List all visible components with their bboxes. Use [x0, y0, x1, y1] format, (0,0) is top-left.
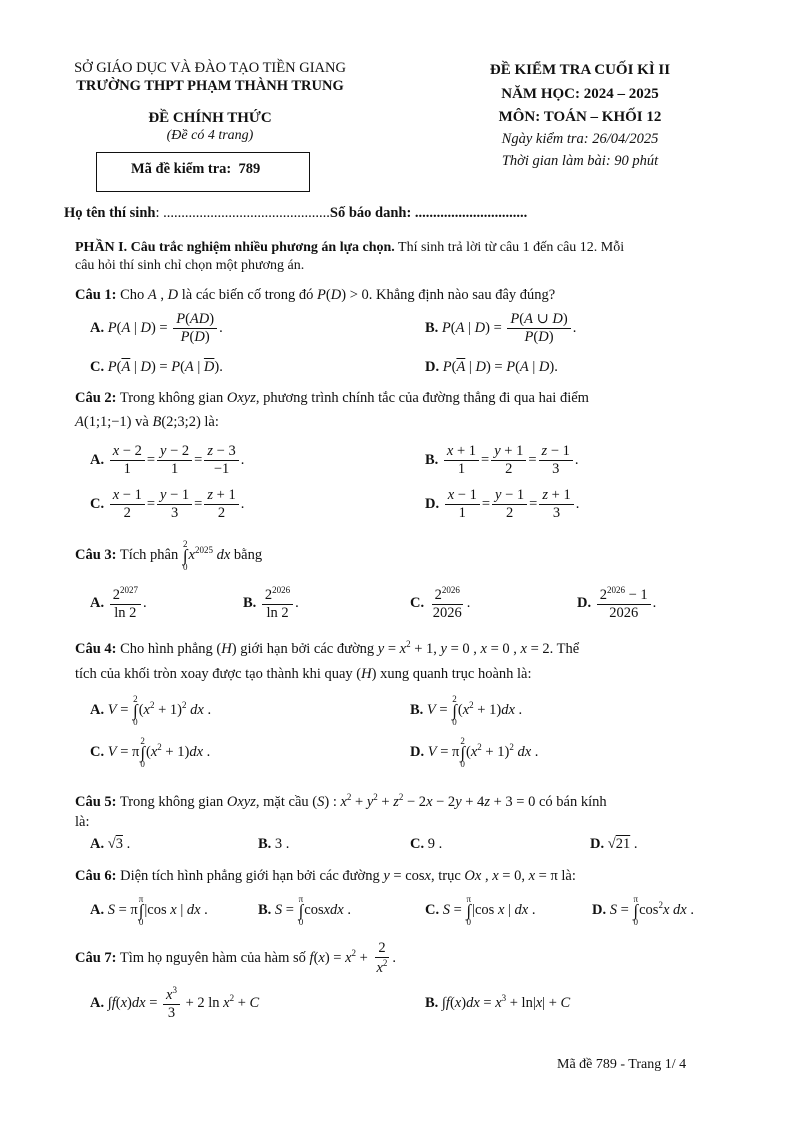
- q5-option-c[interactable]: C. 9 .: [410, 836, 443, 852]
- q6-option-b[interactable]: B. S = π ∫ 0 cosxdx .: [258, 894, 351, 928]
- q4-option-b[interactable]: B. V = 2 ∫ 0 $(x^2 + 1)dx$ .: [410, 694, 523, 728]
- q4-text-b: giới hạn bởi các đường: [236, 640, 378, 657]
- q4-option-a[interactable]: A. V = 2 ∫ 0 $(x^2 + 1)^2$ dx .: [90, 694, 212, 728]
- q3-option-a[interactable]: A. $\frac{2^{2027}}{\ln 2}$ .: [90, 585, 147, 621]
- q7-option-a[interactable]: A. ∫f(x)dx = $\frac{x^3}{3}$ + 2 $\ln x^2 + C$: [90, 985, 260, 1021]
- question-4: Câu 4: Cho hình phẳng (H) giới hạn bởi các đường $y = x^2 + 1$, y = 0 , x = 0 , x = 2. Thể: [75, 639, 580, 657]
- q2-text-b: , phương trình chính tắc của đường thẳng đi qua hai điểm: [255, 390, 589, 406]
- duration: Thời gian làm bài: 90 phút: [501, 153, 659, 169]
- q3-option-b[interactable]: B. $\frac{2^{2026}}{\ln 2}$ .: [243, 585, 299, 621]
- q1-option-c[interactable]: C. $P(\overline{A}$ | D) = P(A | $\overline{D}$).: [90, 359, 223, 375]
- q4-text-c: . Thể: [549, 640, 580, 657]
- q2-text-c: và: [131, 414, 153, 430]
- q7-text-a: Tìm họ nguyên hàm của hàm số: [116, 949, 310, 966]
- page-footer: Mã đề 789 - Trang 1/ 4: [557, 1057, 687, 1072]
- question-3: Câu 3: Tích phân 2 ∫ 0 $x^{2025}$ dx bằng: [75, 539, 263, 573]
- exam-title: ĐỀ KIỂM TRA CUỐI KÌ II: [489, 62, 671, 78]
- subject: MÔN: TOÁN – KHỐI 12: [498, 109, 662, 125]
- question-6: Câu 6: Diện tích hình phẳng giới hạn bởi các đường y = cosx, trục Ox , x = 0, x = π là:: [75, 868, 576, 884]
- q3-option-d[interactable]: D. $\frac{2^{2026} - 1}{2026}$ .: [577, 585, 657, 621]
- q1-option-b[interactable]: B. P(A | D) = $\frac{P(A \cup D)}{P(D)}$ .: [425, 311, 577, 345]
- q4-label: Câu 4:: [75, 640, 117, 657]
- school-name: TRƯỜNG THPT PHẠM THÀNH TRUNG: [76, 78, 344, 94]
- question-1: Câu 1: Cho A , D là các biến cố trong đó P(D) > 0. Khẳng định nào sau đây đúng?: [75, 287, 556, 303]
- part1-instruction: [75, 240, 624, 256]
- part1-title: PHẦN I. Câu trắc nghiệm nhiều phương án lựa chọn.: [75, 240, 395, 255]
- q4-line2-b: xung quanh trục hoành là:: [376, 666, 532, 682]
- question-7: Câu 7: Tìm họ nguyên hàm của hàm số $f(x) = x^2$ + $\frac{2}{x^2}$ .: [75, 940, 397, 976]
- q6-text-a: Diện tích hình phẳng giới hạn bởi các đường: [116, 868, 384, 884]
- q6-label: Câu 6:: [75, 868, 117, 884]
- q3-label: Câu 3:: [75, 547, 117, 564]
- question-2: Câu 2: Trong không gian Oxyz, phương trình chính tắc của đường thẳng đi qua hai điểm: [75, 390, 589, 406]
- q4-text-a: Cho hình phẳng: [116, 640, 217, 657]
- q4-option-d[interactable]: D. V = π 2 ∫ 0 $(x^2 + 1)^2$ dx .: [410, 736, 539, 770]
- q5-text-a: Trong không gian: [116, 793, 227, 810]
- q1-option-d[interactable]: D. $P(\overline{A}$ | D) = P(A | D).: [425, 359, 558, 375]
- q1-label: Câu 1:: [75, 287, 117, 303]
- official-label: ĐỀ CHÍNH THỨC: [148, 110, 272, 126]
- q5-text-b: , mặt cầu: [255, 793, 313, 810]
- part1-instruction-1: Thí sinh trả lời từ câu 1 đến câu 12. Mỗi: [394, 240, 625, 255]
- q1-text-b: là các biến cố trong đó: [178, 287, 318, 303]
- q6-option-a[interactable]: A. S = π π ∫ 0 |cos x | dx .: [90, 894, 208, 928]
- question-2-line2: A(1;1;−1) và B(2;3;2) là:: [75, 414, 219, 430]
- q7-option-b[interactable]: B. $\int f(x)dx = x^3 + \ln|x| + C$: [425, 993, 571, 1011]
- q3-text-b: bằng: [230, 547, 263, 564]
- school-year: NĂM HỌC: 2024 – 2025: [501, 86, 659, 102]
- q5-text-c: có bán kính: [535, 793, 607, 810]
- exam-code: [131, 161, 260, 178]
- q1-text-a: Cho: [116, 287, 148, 303]
- q5-option-d[interactable]: D. √21 .: [590, 836, 638, 852]
- q6-text-b: , trục: [430, 868, 465, 884]
- q6-text-c: là:: [557, 868, 576, 884]
- pages-note: (Đề có 4 trang): [166, 128, 254, 143]
- id-field[interactable]: ...............................: [411, 205, 528, 221]
- exam-code-value: 789: [238, 161, 261, 177]
- q2-label: Câu 2:: [75, 390, 117, 406]
- name-field[interactable]: : ..............................................: [155, 205, 330, 221]
- question-5: Câu 5: Trong không gian Oxyz, mặt cầu (S) : $x^2 + y^2 + z^2 - 2x - 2y + 4z + 3 = 0$ có bán kính: [75, 792, 607, 810]
- q2-text-a: Trong không gian: [116, 390, 227, 406]
- q6-option-c[interactable]: C. S = π ∫ 0 |cos x | dx .: [425, 894, 536, 928]
- part1-instruction-2: câu hỏi thí sinh chỉ chọn một phương án.: [75, 258, 305, 273]
- exam-date: Ngày kiểm tra: 26/04/2025: [501, 131, 659, 147]
- q5-line2: là:: [75, 814, 90, 830]
- exam-code-label: Mã đề kiểm tra:: [131, 161, 232, 177]
- q3-text-a: Tích phân: [116, 547, 182, 564]
- q5-label: Câu 5:: [75, 793, 117, 810]
- student-info: [64, 205, 527, 222]
- q2-option-b[interactable]: B. $\frac{x + 1}{1}$ = $\frac{y + 1}{2}$ = $\frac{z - 1}{3}$ .: [425, 443, 579, 477]
- q1-text-c: . Khẳng định nào sau đây đúng?: [368, 287, 556, 303]
- q2-option-c[interactable]: C. $\frac{x - 1}{2}$ = $\frac{y - 1}{3}$ = $\frac{z + 1}{2}$ .: [90, 487, 245, 521]
- q5-option-a[interactable]: A. √3 .: [90, 836, 131, 852]
- department-name: SỞ GIÁO DỤC VÀ ĐÀO TẠO TIỀN GIANG: [74, 60, 346, 76]
- q2-text-d: là:: [200, 414, 219, 430]
- q4-line2-a: tích của khối tròn xoay được tạo thành khi quay: [75, 666, 357, 682]
- q2-option-d[interactable]: D. $\frac{x - 1}{1}$ = $\frac{y - 1}{2}$ = $\frac{z + 1}{3}$ .: [425, 487, 580, 521]
- name-label: Họ tên thí sinh: [64, 205, 156, 221]
- q3-option-c[interactable]: C. $\frac{2^{2026}}{2026}$ .: [410, 585, 471, 621]
- q2-option-a[interactable]: A. $\frac{x - 2}{1}$ = $\frac{y - 2}{1}$ = $\frac{z - 3}{-1}$ .: [90, 443, 245, 477]
- q4-option-c[interactable]: C. V = π 2 ∫ 0 $(x^2 + 1)dx$ .: [90, 736, 211, 770]
- id-label: Số báo danh:: [329, 205, 412, 221]
- q1-option-a[interactable]: A. P(A | D) = $\frac{P(AD)}{P(D)}$ .: [90, 311, 223, 345]
- q6-option-d[interactable]: D. S = π ∫ 0 $\cos^2x$ dx .: [592, 894, 694, 928]
- question-4-line2: tích của khối tròn xoay được tạo thành khi quay (H) xung quanh trục hoành là:: [75, 666, 532, 682]
- q5-option-b[interactable]: B. 3 .: [258, 836, 290, 852]
- q7-label: Câu 7:: [75, 949, 117, 966]
